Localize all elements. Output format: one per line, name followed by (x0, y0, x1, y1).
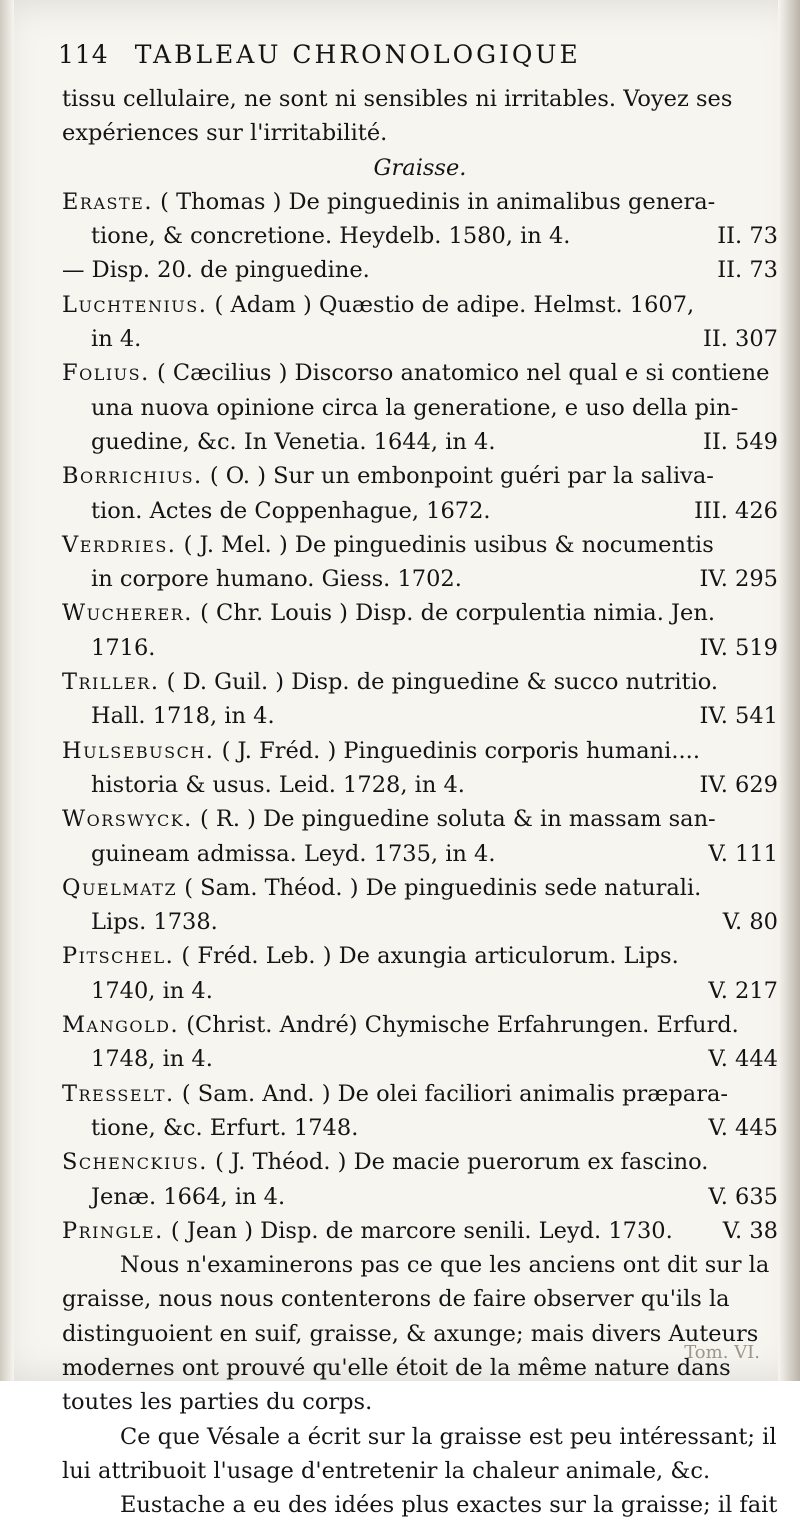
bibliography-entry (62, 871, 778, 940)
entry-author: Wucherer. (62, 600, 193, 627)
entry-author: Borrichius. (62, 463, 203, 490)
bibliography-entry (62, 253, 778, 287)
bibliography-entry (62, 1214, 778, 1248)
entry-author: Mangold. (62, 1012, 180, 1039)
entry-reference: V. 80 (722, 909, 778, 936)
entry-reference: IV. 519 (699, 634, 778, 661)
entry-text: 1740, in 4. (91, 977, 213, 1004)
entry-author: Quelmatz (62, 874, 178, 901)
entry-text: ( D. Guil. ) Disp. de pinguedine & succo nutritio. (166, 669, 719, 696)
entry-text: ( J. Fréd. ) Pinguedinis corporis humani.... (221, 737, 700, 764)
entry-author: Luchtenius. (62, 291, 208, 318)
page-edge-right (778, 0, 800, 1381)
entry-text: tione, &c. Erfurt. 1748. (91, 1114, 359, 1141)
running-title: TABLEAU CHRONOLOGIQUE (134, 40, 581, 69)
paragraph (62, 1420, 778, 1489)
entry-text: 1716. (91, 634, 156, 661)
entry-text: (Christ. André) Chymische Erfahrungen. Erfurd. (186, 1012, 739, 1039)
paragraph (62, 1488, 778, 1522)
bibliography-entry (62, 939, 778, 1008)
entry-text: 1748, in 4. (91, 1046, 213, 1073)
entry-reference: V. 111 (708, 840, 778, 867)
entry-reference: IV. 629 (699, 771, 778, 798)
entry-author: Eraste. (62, 188, 153, 215)
paragraph-line: Nous n'examinerons pas ce que les anciens ont dit sur la (120, 1252, 770, 1279)
entry-text: ( Jean ) Disp. de marcore senili. Leyd. 1730. (170, 1217, 673, 1244)
entry-text: tione, & concretione. Heydelb. 1580, in 4. (91, 223, 571, 250)
entry-author: Triller. (62, 669, 160, 696)
paragraph-line: Ce que Vésale a écrit sur la graisse est peu intéressant; il (120, 1423, 777, 1450)
entry-text: ( O. ) Sur un embonpoint guéri par la saliva- (209, 463, 714, 490)
entry-text: ( Sam. And. ) De olei faciliori animalis præpara- (181, 1080, 728, 1107)
entry-text: Lips. 1738. (91, 909, 218, 936)
entry-text: tion. Actes de Coppenhague, 1672. (91, 497, 491, 524)
entry-reference: II. 73 (717, 223, 778, 250)
bibliography-entry (62, 1145, 778, 1214)
page-edge-left (0, 0, 14, 1381)
entry-reference: IV. 295 (699, 566, 778, 593)
bibliography-entry (62, 802, 778, 871)
section-title: Graisse. (373, 154, 467, 181)
entry-text: ( Fréd. Leb. ) De axungia articulorum. Lips. (181, 943, 679, 970)
entry-author: Folius. (62, 360, 150, 387)
entry-text: ( Chr. Louis ) Disp. de corpulentia nimia. Jen. (200, 600, 715, 627)
paragraph-line: toutes les parties du corps. (62, 1389, 373, 1416)
paragraph (62, 1248, 778, 1419)
bibliography-entry (62, 1008, 778, 1077)
entry-text: ( R. ) De pinguedine soluta & in massam san- (199, 806, 716, 833)
entry-author: Hulsebusch. (62, 737, 215, 764)
bibliography-entry (62, 596, 778, 665)
entry-author: — (62, 257, 85, 284)
entry-reference: V. 444 (708, 1046, 778, 1073)
entry-author: Schenckius. (62, 1149, 208, 1176)
entry-author: Pitschel. (62, 943, 175, 970)
entry-text: historia & usus. Leid. 1728, in 4. (91, 771, 465, 798)
bibliography-entry (62, 459, 778, 528)
paragraph-line: lui attribuoit l'usage d'entretenir la chaleur animale, &c. (62, 1457, 711, 1484)
page-number: 114 (58, 40, 109, 69)
entry-reference: V. 635 (708, 1183, 778, 1210)
bibliography-entry (62, 356, 778, 459)
entry-reference: V. 445 (708, 1114, 778, 1141)
entry-text: guedine, &c. In Venetia. 1644, in 4. (91, 428, 496, 455)
entry-reference: IV. 541 (699, 703, 778, 730)
paragraph-line: graisse, nous nous contenterons de faire observer qu'ils la (62, 1286, 730, 1313)
entry-text: Hall. 1718, in 4. (91, 703, 275, 730)
bibliography-entry (62, 1077, 778, 1146)
page-body (62, 82, 778, 1522)
entry-author: Verdries. (62, 531, 177, 558)
bibliography-entry (62, 734, 778, 803)
entry-text: ( Sam. Théod. ) De pinguedinis sede naturali. (184, 874, 702, 901)
paragraph-line: modernes ont prouvé qu'elle étoit de la même nature dans (62, 1354, 731, 1381)
entry-text: ( Thomas ) De pinguedinis in animalibus genera- (160, 188, 716, 215)
entry-text: in corpore humano. Giess. 1702. (91, 566, 462, 593)
entry-text: ( J. Mel. ) De pinguedinis usibus & nocumentis (183, 531, 714, 558)
entry-author: Worswyck. (62, 806, 193, 833)
entry-author: Tresselt. (62, 1080, 175, 1107)
entry-text: ( Adam ) Quæstio de adipe. Helmst. 1607, (214, 291, 695, 318)
bibliography-entry (62, 288, 778, 357)
bibliography-entry (62, 185, 778, 254)
paragraph-line: Eustache a eu des idées plus exactes sur la graisse; il fait (120, 1492, 778, 1519)
entry-text: in 4. (91, 326, 142, 353)
entry-author: Pringle. (62, 1217, 164, 1244)
intro-line-2: expériences sur l'irritabilité. (62, 120, 388, 147)
bibliography-entry (62, 528, 778, 597)
entry-reference: II. 549 (702, 428, 778, 455)
entry-text: guineam admissa. Leyd. 1735, in 4. (91, 840, 496, 867)
signature-mark: Tom. VI. (684, 1342, 760, 1363)
entry-text: una nuova opinione circa la generatione, e uso della pin- (91, 394, 739, 421)
entry-reference: V. 38 (722, 1217, 778, 1244)
entry-text: Jenæ. 1664, in 4. (91, 1183, 286, 1210)
entry-reference: III. 426 (694, 497, 778, 524)
entry-reference: II. 73 (717, 257, 778, 284)
paragraph-line: distinguoient en suif, graisse, & axunge; mais divers Auteurs (62, 1320, 759, 1347)
entry-text: ( J. Théod. ) De macie puerorum ex fascino. (215, 1149, 709, 1176)
bibliography-entry (62, 665, 778, 734)
running-head (58, 40, 778, 69)
entry-reference: II. 307 (702, 326, 778, 353)
entry-text: ( Cæcilius ) Discorso anatomico nel qual e si contiene (156, 360, 770, 387)
entry-text: Disp. 20. de pinguedine. (91, 257, 370, 284)
entry-reference: V. 217 (708, 977, 778, 1004)
intro-line-1: tissu cellulaire, ne sont ni sensibles ni irritables. Voyez ses (62, 86, 733, 112)
